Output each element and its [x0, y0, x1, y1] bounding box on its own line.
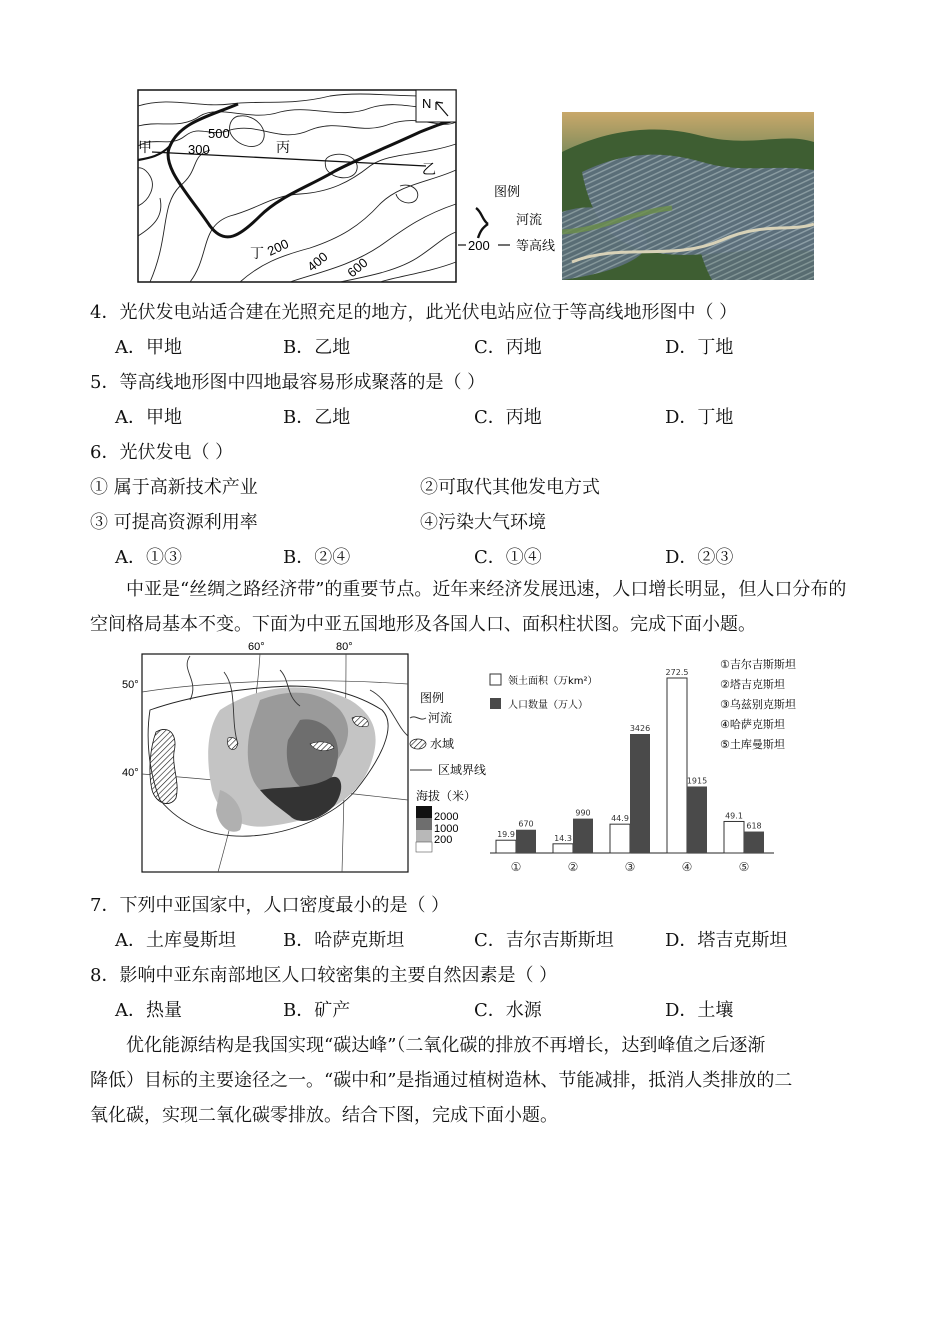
legend-area-swatch — [490, 674, 501, 685]
country-legend-2: ②塔吉克斯坦 — [720, 678, 785, 691]
label-area-3: 44.9 — [611, 814, 629, 824]
label-population-2: 990 — [575, 808, 591, 818]
passage-central-asia: 中亚是“丝绸之路经济带”的重要节点。近年来经济发展迅速，人口增长明显，但人口分布的空间格局基本不变。下面为中亚五国地形及各国人口、面积柱状图。完成下面小题。 — [90, 579, 847, 635]
question-8-stem: 8．影响中亚东南部地区人口较密集的主要自然因素是（ ） — [90, 965, 558, 986]
lat-label-40: 40° — [122, 767, 139, 779]
map-legend-river: 河流 — [428, 711, 453, 725]
central-asia-map — [120, 640, 490, 876]
q5-option-b[interactable]: B．乙地 — [283, 407, 351, 428]
q8-option-a[interactable]: A．热量 — [115, 1000, 182, 1021]
contour-label-300: 300 — [188, 142, 210, 157]
passage-carbon-line-2: 降低）目标的主要途径之一。“碳中和”是指通过植树造林、节能减排，抵消人类排放的二 — [90, 1070, 793, 1091]
q6-statement-3: ③ 可提高资源利用率 — [90, 512, 258, 533]
legend-area-label: 领土面积（万km²） — [508, 676, 598, 687]
bar-population-2 — [573, 819, 593, 853]
bar-area-3 — [610, 824, 630, 853]
place-ding: 丁 — [250, 245, 264, 261]
q4-option-b[interactable]: B．乙地 — [283, 337, 351, 358]
bar-population-4 — [687, 786, 707, 853]
map-legend-water: 水域 — [430, 737, 455, 751]
category-label-2: ② — [567, 860, 579, 874]
q6-statement-2: ②可取代其他发电方式 — [420, 477, 600, 498]
q7-option-a[interactable]: A．土库曼斯坦 — [115, 930, 236, 951]
bar-population-5 — [744, 832, 764, 853]
legend-title: 图例 — [494, 184, 521, 199]
label-area-1: 19.9 — [497, 830, 515, 840]
elevation-1000: 1000 — [434, 823, 459, 835]
q8-option-d[interactable]: D．土壤 — [665, 1000, 734, 1021]
place-yi: 乙 — [422, 161, 436, 177]
label-population-1: 670 — [518, 819, 534, 829]
q7-option-b[interactable]: B．哈萨克斯坦 — [283, 930, 405, 951]
q5-option-d[interactable]: D．丁地 — [665, 407, 734, 428]
lat-label-50: 50° — [122, 679, 139, 691]
legend-contour-value: 200 — [468, 238, 490, 253]
category-label-1: ① — [510, 860, 522, 874]
elevation-200: 200 — [434, 834, 453, 846]
contour-label-400: 400 — [304, 248, 331, 275]
q7-option-c[interactable]: C．吉尔吉斯斯坦 — [474, 930, 614, 951]
population-area-bar-chart — [484, 648, 834, 880]
question-7-stem: 7．下列中亚国家中，人口密度最小的是（ ） — [90, 895, 450, 916]
north-label: N — [422, 96, 432, 111]
label-area-5: 49.1 — [725, 811, 743, 821]
elevation-title: 海拔（米） — [416, 789, 477, 803]
q8-option-c[interactable]: C．水源 — [474, 1000, 542, 1021]
contour-label-600: 600 — [344, 254, 371, 281]
q5-option-a[interactable]: A．甲地 — [115, 407, 182, 428]
lon-label-80: 80° — [336, 641, 353, 653]
label-area-2: 14.3 — [554, 833, 572, 843]
q4-option-d[interactable]: D．丁地 — [665, 337, 734, 358]
map-legend-title: 图例 — [420, 691, 445, 705]
q7-option-d[interactable]: D．塔吉克斯坦 — [665, 930, 788, 951]
river-legend-icon — [476, 208, 488, 238]
question-4-stem: 4．光伏发电站适合建在光照充足的地方，此光伏电站应位于等高线地形图中（ ） — [90, 302, 738, 323]
q6-statement-4: ④污染大气环境 — [420, 512, 546, 533]
bar-area-4 — [667, 678, 687, 853]
elevation-2000: 2000 — [434, 811, 459, 823]
question-6-stem: 6．光伏发电（ ） — [90, 442, 234, 463]
contour-label-200: 200 — [264, 235, 291, 259]
country-legend-1: ①吉尔吉斯斯坦 — [720, 658, 796, 671]
bar-area-1 — [496, 840, 516, 853]
q6-statement-1: ① 属于高新技术产业 — [90, 477, 258, 498]
category-label-5: ⑤ — [738, 860, 750, 874]
bar-area-5 — [724, 821, 744, 853]
q8-option-b[interactable]: B．矿产 — [283, 1000, 351, 1021]
bar-population-3 — [630, 734, 650, 853]
map-legend-border: 区域界线 — [438, 763, 487, 777]
category-label-4: ④ — [681, 860, 693, 874]
q5-option-c[interactable]: C．丙地 — [474, 407, 542, 428]
label-population-5: 618 — [746, 821, 762, 831]
q4-option-a[interactable]: A．甲地 — [115, 337, 182, 358]
lon-label-60: 60° — [248, 641, 265, 653]
bar-population-1 — [516, 830, 536, 853]
q4-option-c[interactable]: C．丙地 — [474, 337, 542, 358]
label-population-4: 1915 — [686, 776, 708, 786]
country-legend-4: ④哈萨克斯坦 — [720, 718, 785, 731]
label-area-4: 272.5 — [665, 668, 689, 677]
passage-carbon-line-1: 优化能源结构是我国实现“碳达峰”（二氧化碳的排放不再增长，达到峰值之后逐渐 — [126, 1035, 766, 1056]
q6-option-a[interactable]: A．①③ — [115, 547, 182, 568]
label-population-3: 3426 — [629, 724, 651, 733]
contour-map — [130, 86, 570, 286]
q6-option-c[interactable]: C．①④ — [474, 547, 542, 568]
country-legend-3: ③乌兹别克斯坦 — [720, 698, 796, 711]
question-5-stem: 5．等高线地形图中四地最容易形成聚落的是（ ） — [90, 372, 486, 393]
q6-option-d[interactable]: D．②③ — [665, 547, 734, 568]
q6-option-b[interactable]: B．②④ — [283, 547, 351, 568]
legend-river: 河流 — [516, 212, 543, 227]
legend-contour: 等高线 — [516, 238, 556, 253]
legend-population-label: 人口数量（万人） — [508, 700, 588, 711]
country-legend-5: ⑤土库曼斯坦 — [720, 738, 785, 751]
place-bing: 丙 — [276, 139, 290, 155]
bar-area-2 — [553, 844, 573, 853]
passage-carbon-line-3: 氧化碳，实现二氧化碳零排放。结合下图，完成下面小题。 — [90, 1105, 558, 1126]
category-label-3: ③ — [624, 860, 636, 874]
legend-population-swatch — [490, 698, 501, 709]
place-jia: 甲 — [138, 139, 152, 155]
contour-label-500: 500 — [208, 126, 230, 141]
water-legend-icon — [410, 739, 426, 749]
solar-farm-photo — [562, 112, 814, 280]
